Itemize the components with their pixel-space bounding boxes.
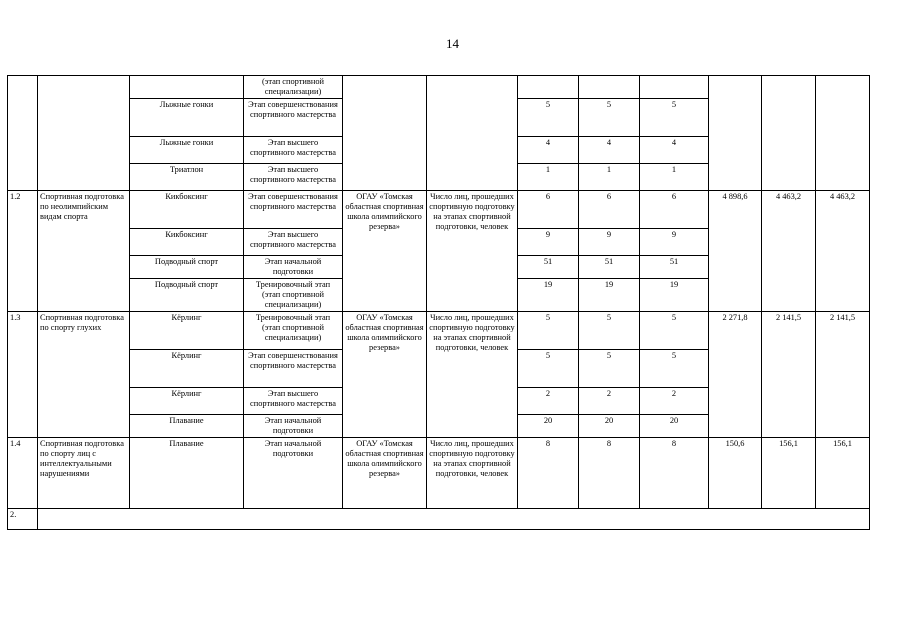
value-cell: 9 <box>640 229 709 256</box>
value-cell: 5 <box>640 350 709 388</box>
value-cell: 4 <box>579 137 640 164</box>
sport-cell: Кёрлинг <box>130 312 244 350</box>
value-cell: 5 <box>518 350 579 388</box>
merged-cell <box>38 509 870 530</box>
sport-cell: Плавание <box>130 415 244 438</box>
stage-cell: Этап начальной подготовки <box>244 415 343 438</box>
row-number-cell: 1.3 <box>8 312 38 438</box>
finance-cell: 4 898,6 <box>709 191 762 312</box>
finance-cell: 2 141,5 <box>816 312 870 438</box>
value-cell: 2 <box>518 388 579 415</box>
value-cell: 9 <box>579 229 640 256</box>
table-row <box>8 191 870 229</box>
finance-cell <box>816 76 870 191</box>
indicator-cell <box>427 76 518 191</box>
value-cell: 51 <box>518 256 579 279</box>
stage-cell: Этап совершенствования спортивного мастерства <box>244 350 343 388</box>
value-cell: 5 <box>579 312 640 350</box>
stage-cell: Этап совершенствования спортивного мастерства <box>244 191 343 229</box>
row-number-cell: 2. <box>8 509 38 530</box>
indicator-cell: Число лиц, прошедших спортивную подготовку на этапах спортивной подготовки, человек <box>427 312 518 438</box>
stage-cell: Этап высшего спортивного мастерства <box>244 388 343 415</box>
value-cell: 9 <box>518 229 579 256</box>
value-cell: 1 <box>518 164 579 191</box>
row-number-cell <box>8 76 38 191</box>
service-name-cell: Спортивная подготовка по неолимпийским видам спорта <box>38 191 130 312</box>
value-cell: 6 <box>640 191 709 229</box>
sport-cell: Триатлон <box>130 164 244 191</box>
value-cell: 4 <box>640 137 709 164</box>
table-row <box>8 76 870 99</box>
value-cell: 2 <box>640 388 709 415</box>
value-cell <box>518 76 579 99</box>
service-name-cell <box>38 76 130 191</box>
value-cell <box>579 76 640 99</box>
value-cell: 19 <box>518 279 579 312</box>
value-cell: 20 <box>579 415 640 438</box>
value-cell: 5 <box>579 99 640 137</box>
value-cell: 20 <box>518 415 579 438</box>
finance-cell: 2 271,8 <box>709 312 762 438</box>
value-cell: 5 <box>518 312 579 350</box>
sports-table <box>7 75 870 530</box>
value-cell: 4 <box>518 137 579 164</box>
finance-cell <box>762 76 816 191</box>
stage-cell: Этап начальной подготовки <box>244 438 343 509</box>
stage-cell: Этап высшего спортивного мастерства <box>244 164 343 191</box>
sport-cell: Кёрлинг <box>130 388 244 415</box>
row-number-cell: 1.4 <box>8 438 38 509</box>
sport-cell: Кикбоксинг <box>130 191 244 229</box>
organization-cell: ОГАУ «Томская областная спортивная школа олимпийского резерва» <box>343 312 427 438</box>
stage-cell: Тренировочный этап (этап спортивной специализации) <box>244 279 343 312</box>
finance-cell: 2 141,5 <box>762 312 816 438</box>
sport-cell: Плавание <box>130 438 244 509</box>
value-cell: 1 <box>579 164 640 191</box>
value-cell: 1 <box>640 164 709 191</box>
stage-cell: Этап совершенствования спортивного мастерства <box>244 99 343 137</box>
page-number: 14 <box>446 36 459 51</box>
value-cell: 51 <box>640 256 709 279</box>
indicator-cell: Число лиц, прошедших спортивную подготовку на этапах спортивной подготовки, человек <box>427 191 518 312</box>
organization-cell: ОГАУ «Томская областная спортивная школа олимпийского резерва» <box>343 438 427 509</box>
stage-cell: Этап высшего спортивного мастерства <box>244 229 343 256</box>
value-cell: 8 <box>579 438 640 509</box>
indicator-cell: Число лиц, прошедших спортивную подготовку на этапах спортивной подготовки, человек <box>427 438 518 509</box>
finance-cell: 4 463,2 <box>762 191 816 312</box>
table-row <box>8 509 870 530</box>
sport-cell: Лыжные гонки <box>130 99 244 137</box>
finance-cell: 156,1 <box>762 438 816 509</box>
table-row <box>8 312 870 350</box>
sport-cell: Кикбоксинг <box>130 229 244 256</box>
value-cell: 5 <box>640 312 709 350</box>
value-cell: 20 <box>640 415 709 438</box>
sport-cell: Подводный спорт <box>130 256 244 279</box>
value-cell: 2 <box>579 388 640 415</box>
stage-cell: Этап высшего спортивного мастерства <box>244 137 343 164</box>
finance-cell <box>709 76 762 191</box>
finance-cell: 4 463,2 <box>816 191 870 312</box>
stage-cell: (этап спортивной специализации) <box>244 76 343 99</box>
table-body <box>8 76 870 530</box>
value-cell: 51 <box>579 256 640 279</box>
organization-cell <box>343 76 427 191</box>
value-cell: 6 <box>579 191 640 229</box>
organization-cell: ОГАУ «Томская областная спортивная школа олимпийского резерва» <box>343 191 427 312</box>
value-cell: 8 <box>640 438 709 509</box>
value-cell: 5 <box>518 99 579 137</box>
finance-cell: 156,1 <box>816 438 870 509</box>
stage-cell: Тренировочный этап (этап спортивной специализации) <box>244 312 343 350</box>
value-cell: 19 <box>579 279 640 312</box>
value-cell <box>640 76 709 99</box>
service-name-cell: Спортивная подготовка по спорту глухих <box>38 312 130 438</box>
value-cell: 5 <box>579 350 640 388</box>
sport-cell: Лыжные гонки <box>130 137 244 164</box>
row-number-cell: 1.2 <box>8 191 38 312</box>
sport-cell <box>130 76 244 99</box>
service-name-cell: Спортивная подготовка по спорту лиц с интеллектуальными нарушениями <box>38 438 130 509</box>
table-row <box>8 438 870 509</box>
sport-cell: Кёрлинг <box>130 350 244 388</box>
value-cell: 5 <box>640 99 709 137</box>
finance-cell: 150,6 <box>709 438 762 509</box>
value-cell: 6 <box>518 191 579 229</box>
stage-cell: Этап начальной подготовки <box>244 256 343 279</box>
value-cell: 19 <box>640 279 709 312</box>
value-cell: 8 <box>518 438 579 509</box>
sport-cell: Подводный спорт <box>130 279 244 312</box>
